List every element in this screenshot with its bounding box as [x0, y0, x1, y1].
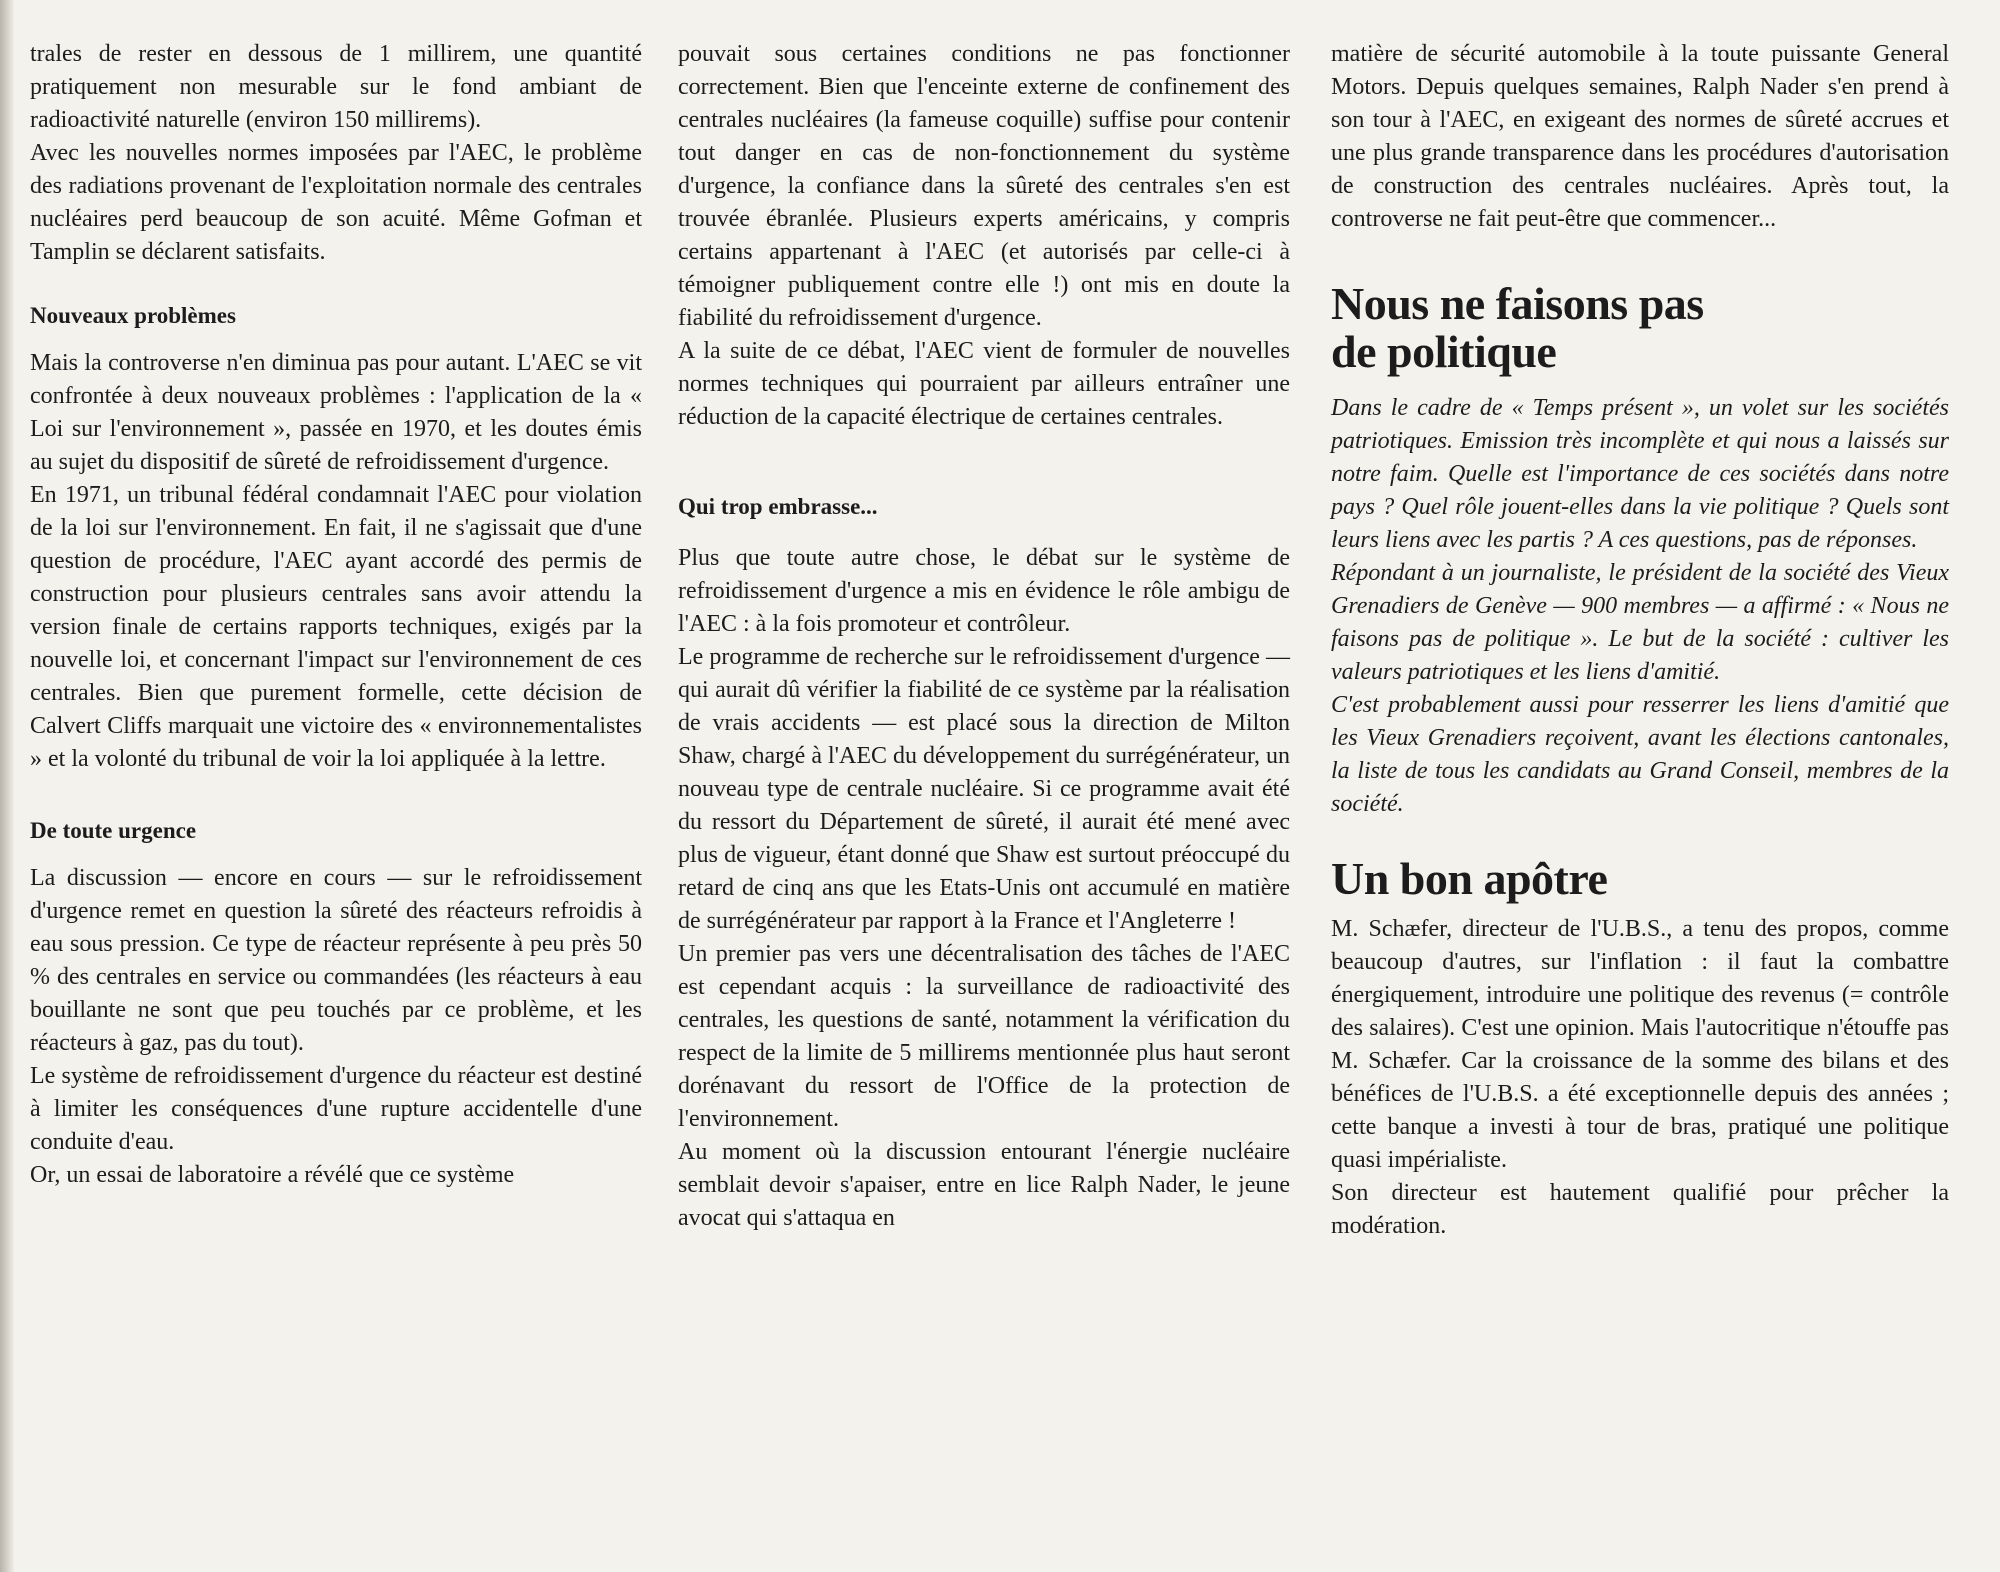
article-title: Un bon apôtre — [1331, 853, 1608, 904]
article-title — [1331, 280, 1949, 376]
paragraph: M. Schæfer, directeur de l'U.B.S., a tenu des propos, comme beaucoup d'autres, sur l'inflation : il faut la combattre énergiquement, introduire une politique des revenus (= contrôle des salaires). C'est une opinion. Mais l'autocritique n'étouffe pas M. Schæfer. Car la croissance de la somme des bilans et des bénéfices de l'U.B.S. a été exceptionnelle depuis des années ; cette banque a investi à tour de bras, pratiqué une politique quasi impérialiste. — [1331, 916, 1949, 1173]
paragraph: Un premier pas vers une décentralisation des tâches de l'AEC est cependant acquis : la surveillance de radioactivité des centrales, les questions de santé, notamment la vérification du respect de la limite de 5 millirems mentionnée plus haut seront dorénavant du ressort de l'Office de la protection de l'environnement. — [678, 941, 1290, 1132]
italic-paragraph: Dans le cadre de « Temps présent », un volet sur les sociétés patriotiques. Emission très incomplète et qui nous a laissés sur notre faim. Quelle est l'importance de ces sociétés dans notre pays ? Quel rôle jouent-elles dans la vie politique ? Quels sont leurs liens avec les partis ? A ces questions, pas de réponses. — [1331, 395, 1949, 553]
section-heading: Nouveaux problèmes — [30, 303, 236, 328]
paragraph: Le programme de recherche sur le refroidissement d'urgence — qui aurait dû vérifier la fiabilité de ce système par la réalisation de vrais accidents — est placé sous la direction de Milton Shaw, chargé à l'AEC du développement du surrégénérateur, un nouveau type de centrale nucléaire. Si ce programme avait été du ressort du Département de sûreté, il aurait été mené avec plus de vigueur, étant donné que Shaw est surtout préoccupé du retard de cinq ans que les Etats-Unis ont accumulé en matière de surrégénérateur par rapport à la France et l'Angleterre ! — [678, 644, 1290, 934]
paragraph: matière de sécurité automobile à la toute puissante General Motors. Depuis quelques semaines, Ralph Nader s'en prend à son tour à l'AEC, en exigeant des normes de sûreté accrues et une plus grande transparence dans les procédures d'autorisation de construction des centrales nucléaires. Après tout, la controverse ne fait peut-être que commencer... — [1331, 41, 1949, 232]
column-3 — [1331, 38, 1949, 1243]
paragraph: En 1971, un tribunal fédéral condamnait l'AEC pour violation de la loi sur l'environnement. En fait, il ne s'agissait que d'une question de procédure, l'AEC ayant accordé des permis de construction pour plusieurs centrales sans avoir attendu la version finale de certains rapports techniques, exigés par la nouvelle loi, et concernant l'impact sur l'environnement de ces centrales. Bien que purement formelle, cette décision de Calvert Cliffs marquait une victoire des « environnementalistes » et la volonté du tribunal de voir la loi appliquée à la lettre. — [30, 482, 642, 772]
paragraph: trales de rester en dessous de 1 millirem, une quantité pratiquement non mesurable sur le fond ambiant de radioactivité naturelle (environ 150 millirems). — [30, 41, 642, 133]
paragraph: A la suite de ce débat, l'AEC vient de formuler de nouvelles normes techniques qui pourraient par ailleurs entraîner une réduction de la capacité électrique de certaines centrales. — [678, 338, 1290, 430]
paragraph: La discussion — encore en cours — sur le refroidissement d'urgence remet en question la sûreté des réacteurs refroidis à eau sous pression. Ce type de réacteur représente à peu près 50 % des centrales en service ou commandées (les réacteurs à eau bouillante ne sont que peu touchés par ce problème, et les réacteurs à gaz, pas du tout). — [30, 865, 642, 1056]
paragraph: Le système de refroidissement d'urgence du réacteur est destiné à limiter les conséquences d'une rupture accidentelle d'une conduite d'eau. — [30, 1063, 642, 1155]
paragraph: Avec les nouvelles normes imposées par l'AEC, le problème des radiations provenant de l'exploitation normale des centrales nucléaires perd beaucoup de son acuité. Même Gofman et Tamplin se déclarent satisfaits. — [30, 140, 642, 265]
paragraph: Au moment où la discussion entourant l'énergie nucléaire semblait devoir s'apaiser, entre en lice Ralph Nader, le jeune avocat qui s'attaqua en — [678, 1139, 1290, 1231]
article-title-line: de politique — [1331, 326, 1557, 377]
paragraph: Or, un essai de laboratoire a révélé que ce système — [30, 1162, 515, 1188]
page-edge-shadow — [0, 0, 14, 1572]
paragraph: pouvait sous certaines conditions ne pas fonctionner correctement. Bien que l'enceinte externe de confinement des centrales nucléaires (la fameuse coquille) suffise pour contenir tout danger en cas de non-fonctionnement du système d'urgence, la confiance dans la sûreté des centrales s'en est trouvée ébranlée. Plusieurs experts américains, y compris certains appartenant à l'AEC (et autorisés par celle-ci à témoigner publiquement contre elle !) ont mis en doute la fiabilité du refroidissement d'urgence. — [678, 41, 1290, 331]
paragraph: Son directeur est hautement qualifié pour prêcher la modération. — [1331, 1180, 1949, 1239]
column-1 — [30, 38, 642, 1192]
italic-paragraph: C'est probablement aussi pour resserrer les liens d'amitié que les Vieux Grenadiers reçoivent, avant les élections cantonales, la liste de tous les candidats au Grand Conseil, membres de la société. — [1331, 692, 1949, 817]
column-2 — [678, 38, 1290, 1235]
section-heading: Qui trop embrasse... — [678, 494, 878, 519]
article-title-line: Nous ne faisons pas — [1331, 278, 1704, 329]
section-heading: De toute urgence — [30, 818, 197, 843]
paragraph: Mais la controverse n'en diminua pas pour autant. L'AEC se vit confrontée à deux nouveaux problèmes : l'application de la « Loi sur l'environnement », passée en 1970, et les doutes émis au sujet du dispositif de sûreté de refroidissement d'urgence. — [30, 350, 642, 475]
paragraph: Plus que toute autre chose, le débat sur le système de refroidissement d'urgence a mis en évidence le rôle ambigu de l'AEC : à la fois promoteur et contrôleur. — [678, 545, 1290, 637]
italic-paragraph: Répondant à un journaliste, le président de la société des Vieux Grenadiers de Genève — 900 membres — a affirmé : « Nous ne faisons pas de politique ». Le but de la société : cultiver les valeurs patriotiques et les liens d'amitié. — [1331, 560, 1949, 685]
